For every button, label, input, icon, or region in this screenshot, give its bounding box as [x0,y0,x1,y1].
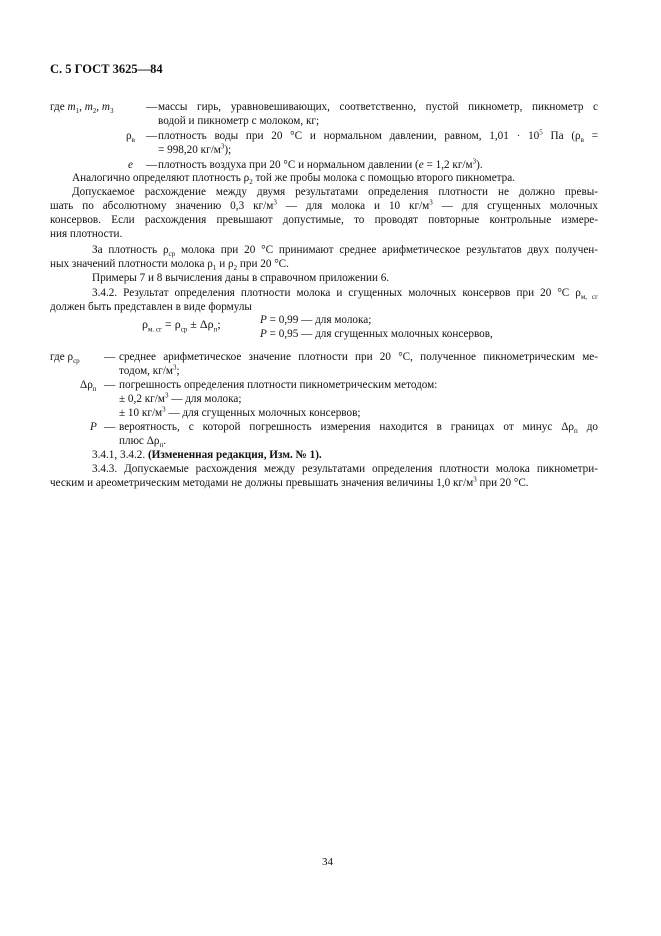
text: За плотность ρ [92,244,169,256]
sup: 3 [162,405,166,414]
text: ± Δρ [187,317,214,331]
def-masses-label: где $m_1$, $m_2$, $m_3$ [50,101,114,116]
text: ± 10 кг/м [119,407,163,419]
page-number: 34 [322,856,333,868]
def-dash: — [146,130,158,142]
para-allowed-line1: Допускаемое расхождение между двумя результатами определения плотности не должно превы- [72,186,598,198]
where-rho-mean-label [50,350,80,364]
text: Па (ρ [542,130,581,142]
sub: ср [73,357,80,366]
sub: 2 [92,107,97,116]
sup: 3 [473,475,477,484]
sub: п [213,325,218,334]
sub: 2 [233,264,238,273]
text: = [583,130,599,142]
var-p: P [90,421,97,433]
text: молока при 20 °С принимают среднее арифметическое результатов двух получен- [175,244,598,256]
text: той же пробы молока с помощью второго пикнометра. [252,172,516,184]
where-rho-mean-line2 [119,364,180,378]
text: плюс Δρ [119,435,160,447]
formula-main [142,317,221,334]
para-mean-line1 [92,243,598,257]
sup: 3 [172,363,177,372]
sup: 3 [472,157,477,166]
page-header: С. 5 ГОСТ 3625—84 [50,62,163,76]
sub: в [580,136,584,145]
text: — для сгущенных молочных консервов; [165,407,361,419]
def-rho-water-line1 [158,129,598,143]
para-allowed-line3: консервов. Если расхождения превышают допустимые, то проводят повторные контрольные измере- [50,214,598,226]
def-dash: — [146,101,158,113]
where-delta-line1: погрешность определения плотности пикнометрическим методом: [119,379,438,391]
text: плотность воздуха при 20 °С и нормальном давлении ( [158,159,419,171]
def-dash: — [104,421,116,433]
sub: ср [168,250,176,259]
para-examples: Примеры 7 и 8 вычисления даны в справочном приложении 6. [92,272,390,284]
def-rho-water-symbol [126,129,135,143]
text: при 20 °С. [237,258,289,270]
sub: 1 [212,264,217,273]
sub: в [131,136,135,145]
sub: п [92,385,97,394]
text: тодом, кг/м [119,365,173,377]
sup: 3 [220,142,225,151]
where-delta-line3 [119,406,360,420]
text: ных значений плотности молока ρ [50,258,213,270]
text: ); [224,144,232,156]
var-p: P [260,314,267,326]
text: = 998,20 кг/м [158,144,221,156]
text: ; [176,365,180,377]
edit-note-bold: (Измененная редакция, Изм. № 1). [147,449,322,461]
def-dash: — [104,351,116,363]
sub: п [574,427,578,436]
sup: 3 [273,198,277,207]
sub: 2 [249,178,253,187]
text: шать по абсолютному значению 0,3 кг/м [50,200,274,212]
text: Δρ [80,379,93,391]
sub: м, сг [580,293,598,302]
para-342-line2: должен быть представлен в виде формулы [50,301,252,313]
text: где ρ [50,351,74,363]
text: — для молока; [168,393,242,405]
where-rho-mean-line1: среднее арифметическое значение плотности при 20 °С, полученное пикнометрическим ме- [119,351,598,363]
def-dash: — [146,159,158,171]
symbol: ρ [126,130,132,142]
def-masses-line1: массы гирь, уравновешивающих, соответственно, пустой пикнометр, пикнометр с [158,101,598,113]
para-allowed-line4: ния плотности. [50,228,123,240]
para-343-line2 [50,476,529,490]
var-m: m [84,101,93,113]
def-air-line [158,158,483,172]
where-delta-label [80,378,97,392]
para-edit-note [92,448,322,462]
para-343-line1: 3.4.3. Допускаемые расхождения между результатами определения плотности молока пикнометри- [92,463,598,475]
sub: 3 [109,107,114,116]
var-e: e [418,159,424,171]
sub: ср [180,325,188,334]
text: ; [217,317,221,331]
sub: 1 [75,107,80,116]
def-label-text: где [50,101,68,113]
text: = 0,95 — для сгущенных молочных консервов, [266,328,493,340]
var-e: e [128,159,133,171]
text: — для молока и 10 кг/м [276,200,430,212]
var-m: m [101,101,110,113]
para-342-line1 [92,286,598,300]
sup: 3 [164,391,169,400]
sub: п [159,441,164,450]
text: и ρ [216,258,234,270]
def-air-symbol [128,158,133,172]
para-analog [72,171,515,185]
sub: м. сг [148,325,162,334]
text: = 1,2 кг/м [423,159,473,171]
text: до [577,421,598,433]
where-delta-line2 [119,392,241,406]
var-m: m [67,101,76,113]
def-dash: — [104,379,116,391]
text: = 0,99 — для молока; [266,314,372,326]
formula-p-milk [260,313,371,327]
where-prob-label [90,420,97,434]
text: . [163,435,167,447]
def-rho-water-line2 [158,143,231,157]
text: 3.4.2. Результат определения плотности молока и сгущенных молочных консервов при 20 °С ρ [92,287,581,299]
para-mean-line2 [50,257,289,271]
text: ± 0,2 кг/м [119,393,165,405]
text: = ρ [161,317,181,331]
text: ческим и ареометрическим методами не должны превышать значения величины 1,0 кг/м [50,477,474,489]
text: плотность воды при 20 °С и нормальном давлении, равном, 1,01 · 10 [158,130,540,142]
text: ). [476,159,483,171]
text: ρ [142,317,148,331]
formula-p-condensed [260,327,493,341]
def-masses-line2: водой и пикнометр с молоком, кг; [158,115,320,127]
text: при 20 °С. [476,477,529,489]
where-prob-line2 [119,434,166,448]
para-allowed-line2 [50,199,598,213]
where-prob-line1 [119,420,598,434]
sup: 5 [539,128,543,137]
text: 3.4.1, 3.4.2. [92,449,148,461]
text: вероятность, с которой погрешность измерения находится в границах от минус Δρ [119,421,575,433]
var-p: P [260,328,267,340]
text: — для сгущенных молочных [432,200,599,212]
sup: 3 [429,198,433,207]
text: Аналогично определяют плотность ρ [72,172,250,184]
